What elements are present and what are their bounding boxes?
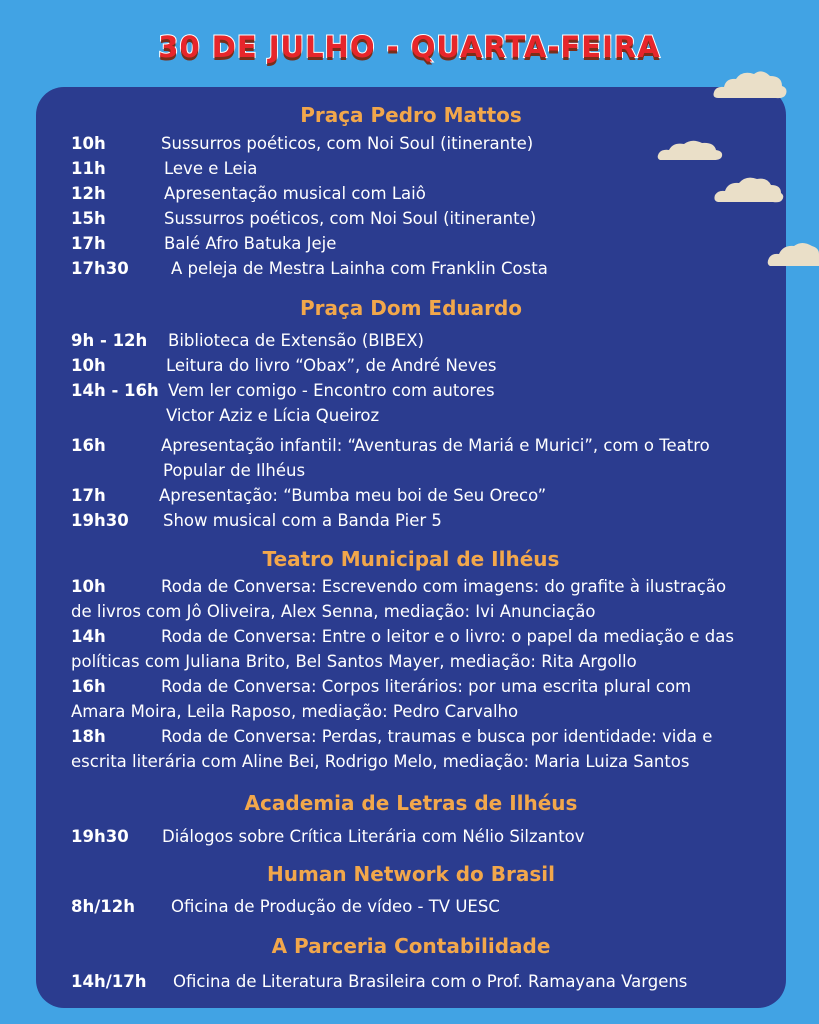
event-time: 19h30	[71, 827, 129, 846]
event-time: 14h/17h	[71, 972, 147, 991]
event-time: 18h	[71, 727, 106, 746]
section-heading-praca-pedro-mattos: Praça Pedro Mattos	[300, 103, 522, 127]
event-description: Apresentação musical com Laiô	[164, 184, 426, 203]
event-description-continued: Victor Aziz e Lícia Queiroz	[166, 406, 380, 425]
event-description: Roda de Conversa: Entre o leitor e o livro: o papel da mediação e das	[161, 627, 734, 646]
event-time: 17h30	[71, 259, 129, 278]
event-description: Roda de Conversa: Perdas, traumas e busca por identidade: vida e	[161, 727, 713, 746]
event-time: 16h	[71, 677, 106, 696]
event-time: 8h/12h	[71, 897, 135, 916]
page-title: 30 DE JULHO - QUARTA-FEIRA	[158, 30, 661, 64]
cloud-icon	[766, 240, 819, 268]
event-description: Vem ler comigo - Encontro com autores	[168, 381, 495, 400]
event-time: 10h	[71, 577, 106, 596]
event-description: Biblioteca de Extensão (BIBEX)	[168, 331, 424, 350]
event-description-continued: Popular de Ilhéus	[163, 461, 306, 480]
event-description: Diálogos sobre Crítica Literária com Nélio Silzantov	[162, 827, 585, 846]
section-heading-human-network: Human Network do Brasil	[267, 862, 555, 886]
event-description: Roda de Conversa: Corpos literários: por uma escrita plural com	[161, 677, 692, 696]
section-heading-academia-de-letras: Academia de Letras de Ilhéus	[244, 791, 578, 815]
event-description: Oficina de Produção de vídeo - TV UESC	[171, 897, 500, 916]
event-description: Apresentação infantil: “Aventuras de Mariá e Murici”, com o Teatro	[161, 436, 710, 455]
event-time: 12h	[71, 184, 106, 203]
event-description: Roda de Conversa: Escrevendo com imagens: do grafite à ilustração	[161, 577, 727, 596]
cloud-icon	[712, 68, 788, 102]
event-description: A peleja de Mestra Lainha com Franklin Costa	[171, 259, 548, 278]
event-description: Apresentação: “Bumba meu boi de Seu Oreco”	[159, 486, 547, 505]
section-heading-teatro-municipal: Teatro Municipal de Ilhéus	[262, 547, 560, 571]
event-time: 9h - 12h	[71, 331, 148, 350]
event-time: 16h	[71, 436, 106, 455]
event-time: 19h30	[71, 511, 129, 530]
event-description: Balé Afro Batuka Jeje	[164, 234, 337, 253]
event-time: 15h	[71, 209, 106, 228]
event-description: Show musical com a Banda Pier 5	[163, 511, 442, 530]
event-description: Leve e Leia	[164, 159, 258, 178]
event-time: 17h	[71, 486, 106, 505]
event-description-continued: Amara Moira, Leila Raposo, mediação: Pedro Carvalho	[71, 702, 519, 721]
event-time: 14h - 16h	[71, 381, 159, 400]
event-description: Sussurros poéticos, com Noi Soul (itinerante)	[161, 134, 534, 153]
event-time: 17h	[71, 234, 106, 253]
event-time: 14h	[71, 627, 106, 646]
event-description: Oficina de Literatura Brasileira com o Prof. Ramayana Vargens	[173, 972, 688, 991]
event-description: Leitura do livro “Obax”, de André Neves	[166, 356, 497, 375]
cloud-icon	[656, 138, 724, 162]
section-heading-a-parceria: A Parceria Contabilidade	[271, 934, 551, 958]
event-time: 10h	[71, 134, 106, 153]
event-description: Sussurros poéticos, com Noi Soul (itinerante)	[164, 209, 537, 228]
event-time: 10h	[71, 356, 106, 375]
cloud-icon	[713, 175, 785, 205]
section-heading-praca-dom-eduardo: Praça Dom Eduardo	[299, 296, 523, 320]
event-description-continued: de livros com Jô Oliveira, Alex Senna, mediação: Ivi Anunciação	[71, 602, 596, 621]
event-description-continued: escrita literária com Aline Bei, Rodrigo Melo, mediação: Maria Luiza Santos	[71, 752, 690, 771]
event-description-continued: políticas com Juliana Brito, Bel Santos Mayer, mediação: Rita Argollo	[71, 652, 637, 671]
event-time: 11h	[71, 159, 106, 178]
